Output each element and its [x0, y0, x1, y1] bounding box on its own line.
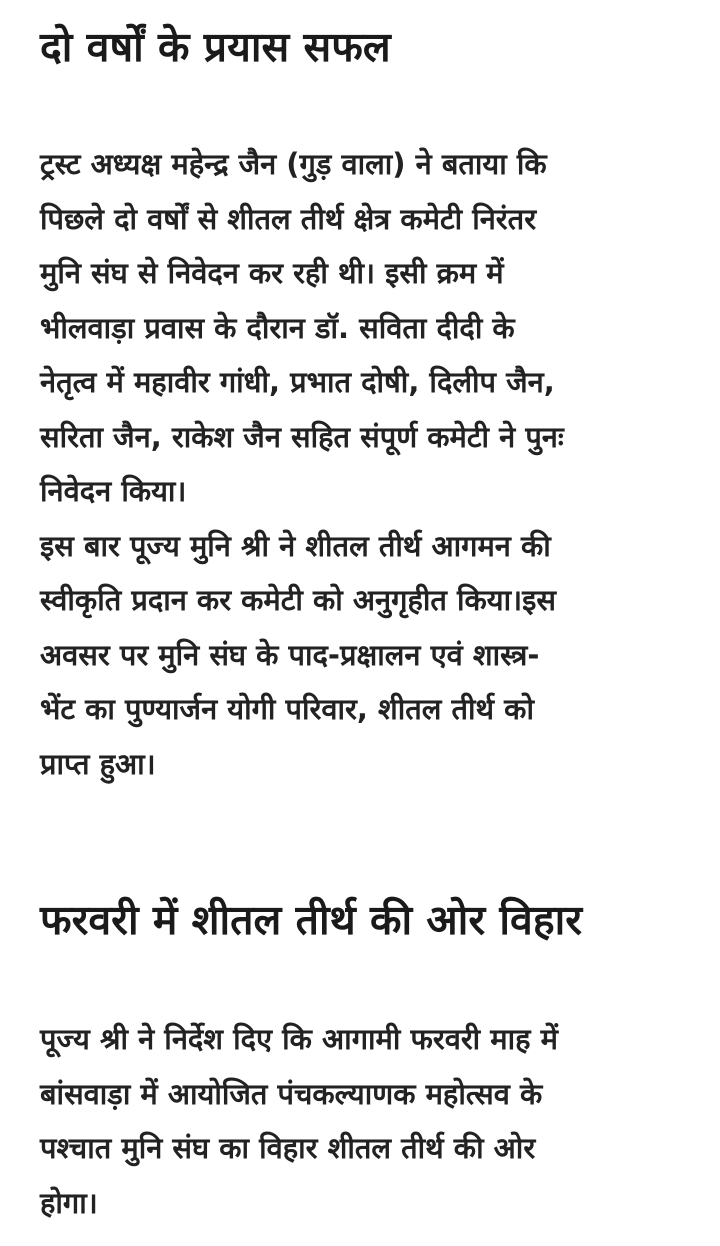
section-heading-february-vihar: फरवरी में शीतल तीर्थ की ओर विहार: [40, 896, 582, 944]
paragraph-acceptance: [40, 519, 680, 792]
paragraph-line: ट्रस्ट अध्यक्ष महेन्द्र जैन (गुड़ वाला) ने बताया कि: [40, 147, 547, 181]
paragraph-vihar-directive: [40, 1012, 680, 1230]
section-1-body: [40, 137, 680, 791]
section-heading-two-years-effort: दो वर्षों के प्रयास सफल: [40, 23, 391, 71]
paragraph-line: प्राप्त हुआ।: [40, 746, 156, 781]
paragraph-line: भेंट का पुण्यार्जन योगी परिवार, शीतल तीर्थ को: [40, 692, 534, 726]
paragraph-line: पिछले दो वर्षों से शीतल तीर्थ क्षेत्र कमेटी निरंतर: [40, 201, 537, 236]
paragraph-line: होगा।: [40, 1185, 98, 1220]
paragraph-line: बांसवाड़ा में आयोजित पंचकल्याणक महोत्सव के: [40, 1076, 543, 1111]
paragraph-line: निवेदन किया।: [40, 474, 187, 508]
paragraph-line: नेतृत्व में महावीर गांधी, प्रभात दोषी, दिलीप जैन,: [40, 365, 555, 399]
paragraph-trust-request: [40, 137, 680, 519]
paragraph-line: अवसर पर मुनि संघ के पाद-प्रक्षालन एवं शास्त्र-: [40, 637, 540, 672]
paragraph-line: सरिता जैन, राकेश जैन सहित संपूर्ण कमेटी ने पुनः: [40, 419, 564, 454]
section-2-body: [40, 1012, 680, 1230]
paragraph-line: इस बार पूज्य मुनि श्री ने शीतल तीर्थ आगमन की: [40, 528, 551, 563]
paragraph-line: स्वीकृति प्रदान कर कमेटी को अनुगृहीत किया।इस: [40, 583, 556, 617]
paragraph-line: पश्चात मुनि संघ का विहार शीतल तीर्थ की ओर: [40, 1131, 536, 1165]
paragraph-line: मुनि संघ से निवेदन कर रही थी। इसी क्रम में: [40, 256, 504, 290]
paragraph-line: भीलवाड़ा प्रवास के दौरान डॉ. सविता दीदी के: [40, 310, 515, 345]
paragraph-line: पूज्य श्री ने निर्देश दिए कि आगामी फरवरी माह में: [40, 1022, 558, 1056]
